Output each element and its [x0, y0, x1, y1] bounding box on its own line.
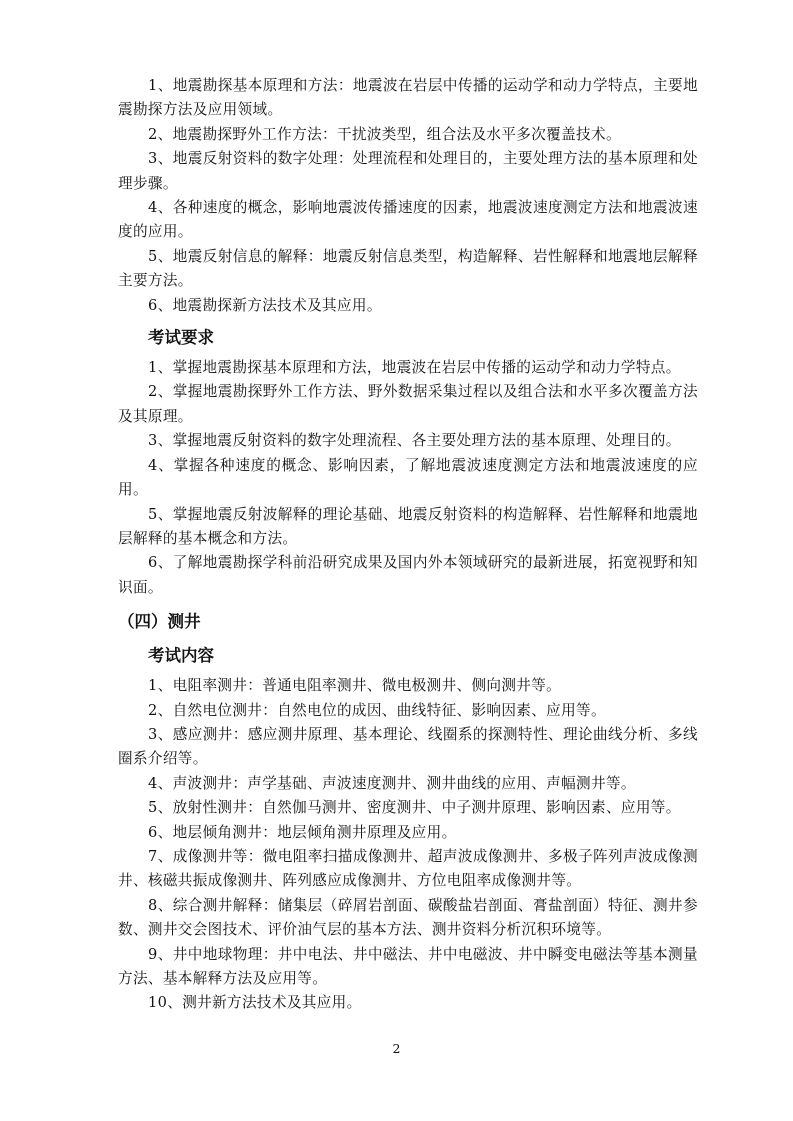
logging-item-10: 10、测井新方法技术及其应用。 — [148, 994, 362, 1012]
requirement-item-5: 5、掌握地震反射波解释的理论基础、地震反射资料的构造解释、岩性解释和地震地层解释的基本概念和方法。 — [118, 505, 698, 547]
seismic-content-item-3: 3、地震反射资料的数字处理：处理流程和处理目的，主要处理方法的基本原理和处理步骤。 — [118, 150, 698, 192]
logging-item-7: 7、成像测井等：微电阻率扫描成像测井、超声波成像测井、多极子阵列声波成像测井、核磁共振成像测井、阵列感应成像测井、方位电阻率成像测井等。 — [118, 847, 698, 890]
requirement-item-1: 1、掌握地震勘探基本原理和方法，地震波在岩层中传播的运动学和动力学特点。 — [148, 359, 681, 377]
logging-item-2: 2、自然电位测井：自然电位的成因、曲线特征、影响因素、应用等。 — [148, 701, 606, 719]
seismic-content-item-1: 1、地震勘探基本原理和方法：地震波在岩层中传播的运动学和动力学特点，主要地震勘探方法及应用领域。 — [118, 77, 698, 119]
requirement-item-3: 3、掌握地震反射资料的数字处理流程、各主要处理方法的基本原理、处理目的。 — [148, 432, 681, 450]
seismic-content-list — [118, 74, 698, 318]
logging-item-6: 6、地层倾角测井：地层倾角测井原理及应用。 — [148, 823, 457, 841]
seismic-content-item-5: 5、地震反射信息的解释：地震反射信息类型，构造解释、岩性解释和地震地层解释主要方法。 — [118, 247, 698, 290]
seismic-content-item-6: 6、地震勘探新方法技术及其应用。 — [148, 296, 382, 314]
logging-section-title: （四）测井 — [118, 612, 201, 632]
logging-item-4: 4、声波测井：声学基础、声波速度测井、测井曲线的应用、声幅测井等。 — [148, 774, 636, 792]
seismic-content-item-2: 2、地震勘探野外工作方法：干扰波类型，组合法及水平多次覆盖技术。 — [148, 125, 621, 143]
logging-item-1: 1、电阻率测井：普通电阻率测井、微电极测井、侧向测井等。 — [148, 677, 562, 695]
exam-requirements-heading: 考试要求 — [148, 328, 214, 348]
logging-content-list — [118, 674, 698, 1016]
requirement-item-4: 4、掌握各种速度的概念、影响因素，了解地震波速度测定方法和地震波速度的应用。 — [118, 456, 698, 499]
exam-requirements-list — [118, 356, 698, 600]
logging-item-3: 3、感应测井：感应测井原理、基本理论、线圈系的探测特性、理论曲线分析、多线圈系介绍等。 — [118, 725, 698, 768]
requirement-item-2: 2、掌握地震勘探野外工作方法、野外数据采集过程以及组合法和水平多次覆盖方法及其原理。 — [118, 383, 698, 425]
seismic-content-item-4: 4、各种速度的概念，影响地震波传播速度的因素，地震波速度测定方法和地震波速度的应用。 — [118, 199, 698, 241]
page-content — [118, 74, 698, 1016]
page-number: 2 — [392, 1041, 401, 1056]
logging-item-9: 9、井中地球物理：井中电法、井中磁法、井中电磁波、井中瞬变电磁法等基本测量方法、基本解释方法及应用等。 — [118, 945, 698, 987]
logging-item-8: 8、综合测井解释：储集层（碎屑岩剖面、碳酸盐岩剖面、膏盐剖面）特征、测井参数、测井交会图技术、评价油气层的基本方法、测井资料分析沉积环境等。 — [118, 896, 698, 939]
exam-content-heading: 考试内容 — [148, 646, 214, 666]
requirement-item-6: 6、了解地震勘探学科前沿研究成果及国内外本领域研究的最新进展，拓宽视野和知识面。 — [118, 554, 698, 596]
logging-item-5: 5、放射性测井：自然伽马测井、密度测井、中子测井原理、影响因素、应用等。 — [148, 799, 681, 817]
